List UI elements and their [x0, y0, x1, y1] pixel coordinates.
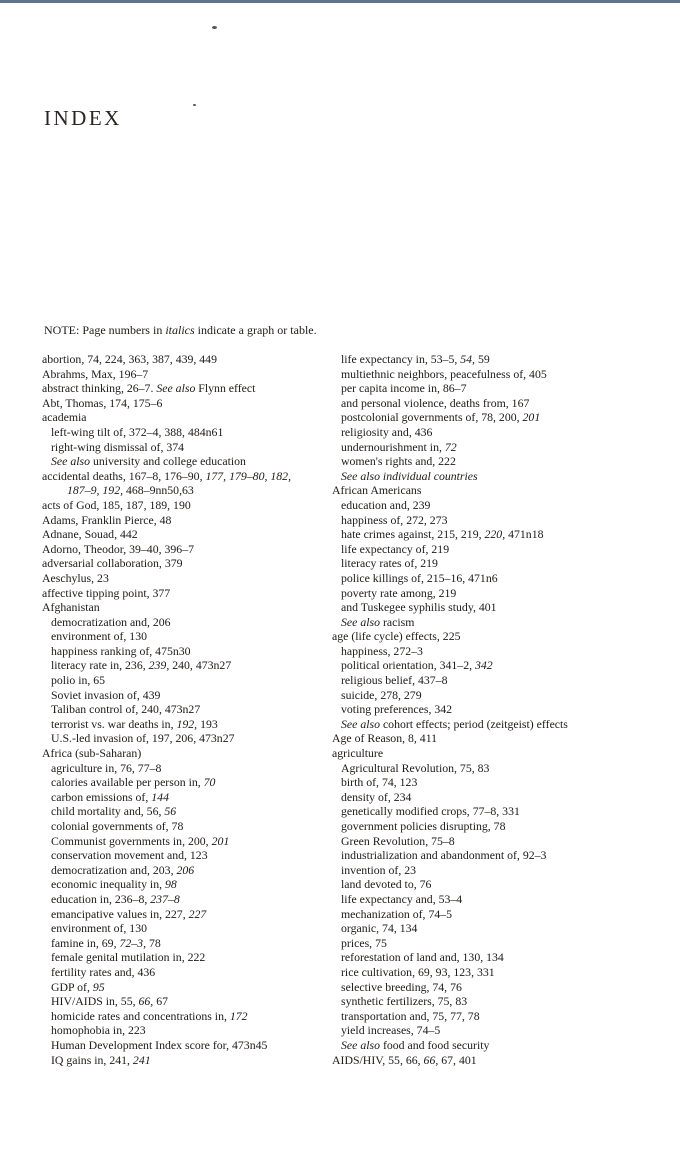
- index-subentry: [42, 804, 334, 819]
- entry-italic-text: 54,: [460, 352, 475, 366]
- entry-text: education in, 236–8,: [51, 891, 151, 906]
- entry-italic-text: 95: [92, 979, 105, 994]
- index-subentry: [332, 352, 632, 367]
- index-subentry: [42, 965, 334, 980]
- entry-text: African Americans: [332, 483, 422, 498]
- entry-italic-text: 220,: [484, 527, 506, 542]
- index-entry: [42, 396, 334, 411]
- index-subentry: [42, 790, 334, 805]
- index-entry: [332, 1053, 632, 1068]
- entry-text: homophobia in, 223: [51, 1023, 146, 1038]
- index-subentry: [332, 381, 632, 396]
- entry-text: acts of God, 185, 187, 189, 190: [42, 497, 191, 512]
- index-subentry: [42, 994, 334, 1009]
- entry-text: 78: [146, 935, 161, 950]
- index-subentry: [332, 425, 632, 440]
- entry-italic-text: See also: [156, 381, 196, 396]
- index-subentry: [332, 950, 632, 965]
- index-subentry: [42, 688, 334, 703]
- entry-text: 59: [475, 352, 490, 366]
- entry-text: Africa (sub-Saharan): [42, 746, 142, 761]
- entry-text: HIV/AIDS in, 55,: [51, 994, 139, 1009]
- page-title: INDEX: [44, 106, 122, 130]
- index-subentry: [42, 731, 334, 746]
- entry-text: 67, 401: [438, 1052, 477, 1067]
- index-subentry: [42, 658, 334, 673]
- entry-italic-text: See also: [341, 1037, 380, 1052]
- entry-italic-text: 201: [522, 410, 541, 425]
- index-subentry: [332, 921, 632, 936]
- entry-text: fertility rates and, 436: [51, 964, 156, 979]
- entry-text: Abt, Thomas, 174, 175–6: [42, 395, 163, 410]
- index-subentry: [332, 834, 632, 849]
- entry-text: rice cultivation, 69, 93, 123, 331: [341, 964, 495, 979]
- entry-text: 240, 473n27: [169, 658, 232, 673]
- index-entry: [42, 352, 334, 367]
- entry-text: accidental deaths, 167–8, 176–90,: [42, 468, 206, 483]
- index-subentry: [332, 454, 632, 469]
- entry-italic-text: 66,: [423, 1052, 439, 1067]
- entry-text: and Tuskegee syphilis study, 401: [341, 600, 497, 615]
- index-subentry: [332, 556, 632, 571]
- entry-text: government policies disrupting, 78: [341, 819, 506, 833]
- index-subentry: [332, 980, 632, 995]
- entry-text: agriculture: [332, 746, 384, 761]
- entry-text: economic inequality in,: [51, 877, 166, 892]
- entry-text: density of, 234: [341, 789, 412, 804]
- entry-text: multiethnic neighbors, peacefulness of, 405: [341, 366, 547, 381]
- index-subentry: [42, 1053, 334, 1068]
- index-entry: [42, 571, 334, 586]
- index-column-left: [42, 352, 334, 1067]
- index-subentry: [332, 717, 632, 732]
- index-subentry: [42, 1009, 334, 1024]
- top-edge-rule: [0, 0, 680, 3]
- entry-text: abortion, 74, 224, 363, 387, 439, 449: [42, 352, 217, 366]
- index-entry: [42, 513, 334, 528]
- entry-text: religiosity and, 436: [341, 424, 433, 439]
- index-subentry: [42, 863, 334, 878]
- index-subentry: [332, 848, 632, 863]
- entry-text: calories available per person in,: [51, 775, 204, 790]
- index-subentry: [42, 673, 334, 688]
- entry-text: 468–9nn50,63: [123, 483, 194, 498]
- index-subentry: [332, 440, 632, 455]
- index-subentry: [332, 936, 632, 951]
- entry-text: voting preferences, 342: [341, 702, 453, 717]
- entry-text: famine in, 69,: [51, 935, 120, 950]
- index-entry: [42, 600, 334, 615]
- index-note: [44, 322, 317, 338]
- index-subentry: [332, 892, 632, 907]
- index-entry: [42, 410, 334, 425]
- entry-text: female genital mutilation in, 222: [51, 950, 206, 965]
- index-subentry: [42, 440, 334, 455]
- entry-text: selective breeding, 74, 76: [341, 979, 462, 994]
- entry-text: emancipative values in, 227,: [51, 906, 189, 921]
- entry-text: racism: [380, 614, 415, 629]
- entry-italic-text: 241: [132, 1052, 151, 1067]
- index-subentry: [332, 410, 632, 425]
- index-subentry: [42, 644, 334, 659]
- entry-text: affective tipping point, 377: [42, 585, 171, 600]
- index-subentry: [42, 921, 334, 936]
- index-subentry: [332, 513, 632, 528]
- entry-italic-text: See also: [51, 454, 90, 469]
- index-entry: [42, 527, 334, 542]
- entry-text: hate crimes against, 215, 219,: [341, 527, 485, 542]
- entry-text: education and, 239: [341, 497, 431, 512]
- index-subentry: [332, 644, 632, 659]
- entry-text: Aeschylus, 23: [42, 570, 109, 585]
- index-subentry: [42, 980, 334, 995]
- index-entry: [332, 731, 632, 746]
- entry-italic-text: 98: [165, 877, 177, 892]
- entry-text: democratization and, 203,: [51, 862, 177, 877]
- entry-text: Taliban control of, 240, 473n27: [51, 702, 201, 717]
- index-entry: [42, 381, 334, 396]
- entry-text: IQ gains in, 241,: [51, 1052, 133, 1067]
- entry-text: 193: [197, 716, 218, 731]
- entry-text: synthetic fertilizers, 75, 83: [341, 994, 468, 1009]
- entry-italic-text: 66,: [138, 994, 154, 1009]
- entry-italic-text: 239,: [148, 658, 170, 673]
- entry-italic-text: 206: [176, 862, 195, 877]
- index-entry: [332, 629, 632, 644]
- index-subentry: [42, 834, 334, 849]
- entry-text: agriculture in, 76, 77–8: [51, 760, 162, 775]
- entry-text: 471n18: [505, 527, 544, 542]
- entry-text: Flynn effect: [195, 381, 256, 396]
- entry-text: life expectancy of, 219: [341, 541, 450, 556]
- entry-text: abstract thinking, 26–7.: [42, 381, 157, 396]
- entry-text: Afghanistan: [42, 600, 100, 615]
- entry-text: age (life cycle) effects, 225: [332, 629, 461, 644]
- entry-italic-text: 172: [229, 1008, 248, 1023]
- entry-italic-text: See also individual countries: [341, 468, 478, 483]
- index-subentry: [332, 775, 632, 790]
- entry-text: genetically modified crops, 77–8, 331: [341, 804, 520, 819]
- index-subentry: [332, 702, 632, 717]
- index-subentry: [332, 819, 632, 834]
- index-subentry: [42, 717, 334, 732]
- entry-text: environment of, 130: [51, 629, 147, 644]
- entry-text: poverty rate among, 219: [341, 585, 457, 600]
- index-subentry: [42, 615, 334, 630]
- page-speck: [212, 26, 217, 29]
- entry-text: Green Revolution, 75–8: [341, 833, 455, 848]
- entry-text: Age of Reason, 8, 411: [332, 731, 438, 746]
- index-subentry: [332, 571, 632, 586]
- entry-italic-text: 70: [203, 775, 216, 790]
- index-subentry: [332, 469, 632, 484]
- entry-text: happiness of, 272, 273: [341, 512, 448, 527]
- entry-text: Communist governments in, 200,: [51, 833, 212, 848]
- entry-text: AIDS/HIV, 55, 66,: [332, 1052, 424, 1067]
- index-subentry: [42, 1023, 334, 1038]
- entry-text: terrorist vs. war deaths in,: [51, 716, 177, 731]
- entry-text: land devoted to, 76: [341, 877, 432, 892]
- entry-text: GDP of,: [51, 979, 93, 994]
- entry-text: food and food security: [380, 1037, 490, 1052]
- entry-italic-text: 72: [444, 439, 457, 454]
- entry-text: suicide, 278, 279: [341, 687, 422, 702]
- index-subentry: [332, 673, 632, 688]
- index-subentry: [42, 907, 334, 922]
- index-subentry: [42, 950, 334, 965]
- entry-text: homicide rates and concentrations in,: [51, 1008, 230, 1023]
- entry-text: industrialization and abandonment of, 92–3: [341, 848, 547, 863]
- index-subentry: [42, 892, 334, 907]
- index-entry: [42, 542, 334, 557]
- entry-italic-text: 342: [475, 658, 493, 673]
- index-entry: [332, 746, 632, 761]
- entry-text: university and college education: [90, 454, 246, 469]
- entry-text: left-wing tilt of, 372–4, 388, 484n61: [51, 424, 224, 439]
- entry-text: polio in, 65: [51, 673, 106, 688]
- index-subentry: [332, 863, 632, 878]
- entry-text: police killings of, 215–16, 471n6: [341, 570, 498, 585]
- index-subentry: [42, 454, 334, 469]
- index-subentry: [42, 425, 334, 440]
- index-entry: [332, 483, 632, 498]
- index-subentry: [42, 848, 334, 863]
- index-subentry: [332, 790, 632, 805]
- index-subentry: [42, 819, 334, 834]
- entry-italic-text: 201: [211, 833, 230, 848]
- note-prefix: NOTE: Page numbers in: [44, 323, 166, 337]
- index-entry: [42, 498, 334, 513]
- entry-italic-text: 72–3,: [119, 935, 147, 950]
- index-subentry: [42, 1038, 334, 1053]
- index-subentry: [332, 367, 632, 382]
- index-subentry: [332, 965, 632, 980]
- index-subentry: [42, 761, 334, 776]
- index-subentry: [332, 527, 632, 542]
- index-subentry: [332, 600, 632, 615]
- index-subentry: [332, 658, 632, 673]
- entry-text: undernourishment in,: [341, 439, 445, 454]
- index-entry: [42, 556, 334, 571]
- index-entry: [42, 367, 334, 382]
- index-subentry: [332, 396, 632, 411]
- index-subentry: [332, 586, 632, 601]
- entry-text: colonial governments of, 78: [51, 819, 184, 833]
- index-subentry: [332, 1038, 632, 1053]
- entry-text: Adorno, Theodor, 39–40, 396–7: [42, 541, 194, 556]
- entry-text: political orientation, 341–2,: [341, 658, 475, 673]
- entry-text: mechanization of, 74–5: [341, 906, 453, 921]
- note-suffix: indicate a graph or table.: [194, 323, 317, 337]
- index-subentry: [332, 907, 632, 922]
- index-subentry: [332, 877, 632, 892]
- page-speck: [193, 104, 196, 106]
- index-subentry: [42, 775, 334, 790]
- entry-text: Soviet invasion of, 439: [51, 687, 161, 702]
- index-subentry: [42, 629, 334, 644]
- entry-italic-text: 56: [164, 804, 177, 819]
- entry-italic-text: 177, 179–80, 182,: [205, 468, 292, 483]
- entry-text: happiness, 272–3: [341, 643, 423, 658]
- index-subentry: [42, 702, 334, 717]
- entry-italic-text: 144: [151, 789, 169, 804]
- entry-text: 67: [153, 994, 168, 1009]
- entry-text: birth of, 74, 123: [341, 775, 418, 790]
- entry-text: Adams, Franklin Pierce, 48: [42, 512, 172, 527]
- entry-text: life expectancy in, 53–5,: [341, 352, 461, 366]
- index-subentry: [332, 994, 632, 1009]
- entry-text: per capita income in, 86–7: [341, 381, 467, 396]
- entry-text: Adnane, Souad, 442: [42, 527, 138, 542]
- entry-text: Abrahms, Max, 196–7: [42, 366, 149, 381]
- entry-text: literacy rate in, 236,: [51, 658, 149, 673]
- entry-italic-text: 237–8: [150, 891, 180, 906]
- index-subentry: [332, 688, 632, 703]
- entry-text: Agricultural Revolution, 75, 83: [341, 760, 490, 775]
- entry-italic-text: 192,: [176, 716, 198, 731]
- entry-text: life expectancy and, 53–4: [341, 891, 463, 906]
- index-subentry: [332, 1023, 632, 1038]
- entry-text: yield increases, 74–5: [341, 1023, 441, 1038]
- index-subentry: [42, 936, 334, 951]
- entry-text: democratization and, 206: [51, 614, 171, 629]
- entry-text: academia: [42, 410, 87, 425]
- entry-text: women's rights and, 222: [341, 454, 456, 469]
- index-entry: [42, 586, 334, 601]
- index-subentry: [332, 1009, 632, 1024]
- index-subentry: [332, 542, 632, 557]
- entry-text: adversarial collaboration, 379: [42, 556, 183, 571]
- entry-text: child mortality and, 56,: [51, 804, 165, 819]
- entry-italic-text: See also: [341, 716, 380, 731]
- entry-text: carbon emissions of,: [51, 789, 152, 804]
- entry-text: postcolonial governments of, 78, 200,: [341, 410, 523, 425]
- index-entry: [42, 746, 334, 761]
- entry-italic-text: See also: [341, 614, 380, 629]
- entry-text: environment of, 130: [51, 921, 147, 936]
- entry-text: conservation movement and, 123: [51, 848, 208, 863]
- index-subentry: [332, 498, 632, 513]
- entry-text: Human Development Index score for, 473n45: [51, 1037, 268, 1052]
- entry-text: transportation and, 75, 77, 78: [341, 1008, 480, 1023]
- entry-text: and personal violence, deaths from, 167: [341, 395, 530, 410]
- entry-text: cohort effects; period (zeitgeist) effects: [380, 716, 568, 731]
- index-subentry: [42, 877, 334, 892]
- entry-text: literacy rates of, 219: [341, 556, 438, 571]
- index-subentry: [332, 615, 632, 630]
- entry-text: right-wing dismissal of, 374: [51, 439, 185, 454]
- note-italic-word: italics: [165, 323, 195, 337]
- entry-text: invention of, 23: [341, 862, 417, 877]
- entry-text: reforestation of land and, 130, 134: [341, 950, 504, 965]
- index-subentry: [332, 804, 632, 819]
- index-column-right: [332, 352, 632, 1067]
- index-subentry: [332, 761, 632, 776]
- entry-text: U.S.-led invasion of, 197, 206, 473n27: [51, 731, 235, 746]
- entry-text: happiness ranking of, 475n30: [51, 643, 191, 658]
- entry-text: organic, 74, 134: [341, 921, 418, 936]
- entry-italic-text: 227: [188, 906, 207, 921]
- entry-italic-text: 187–9, 192,: [67, 483, 124, 498]
- index-entry: [42, 469, 334, 484]
- entry-text: prices, 75: [341, 935, 387, 950]
- entry-text: religious belief, 437–8: [341, 673, 448, 688]
- index-subentry: [42, 483, 334, 498]
